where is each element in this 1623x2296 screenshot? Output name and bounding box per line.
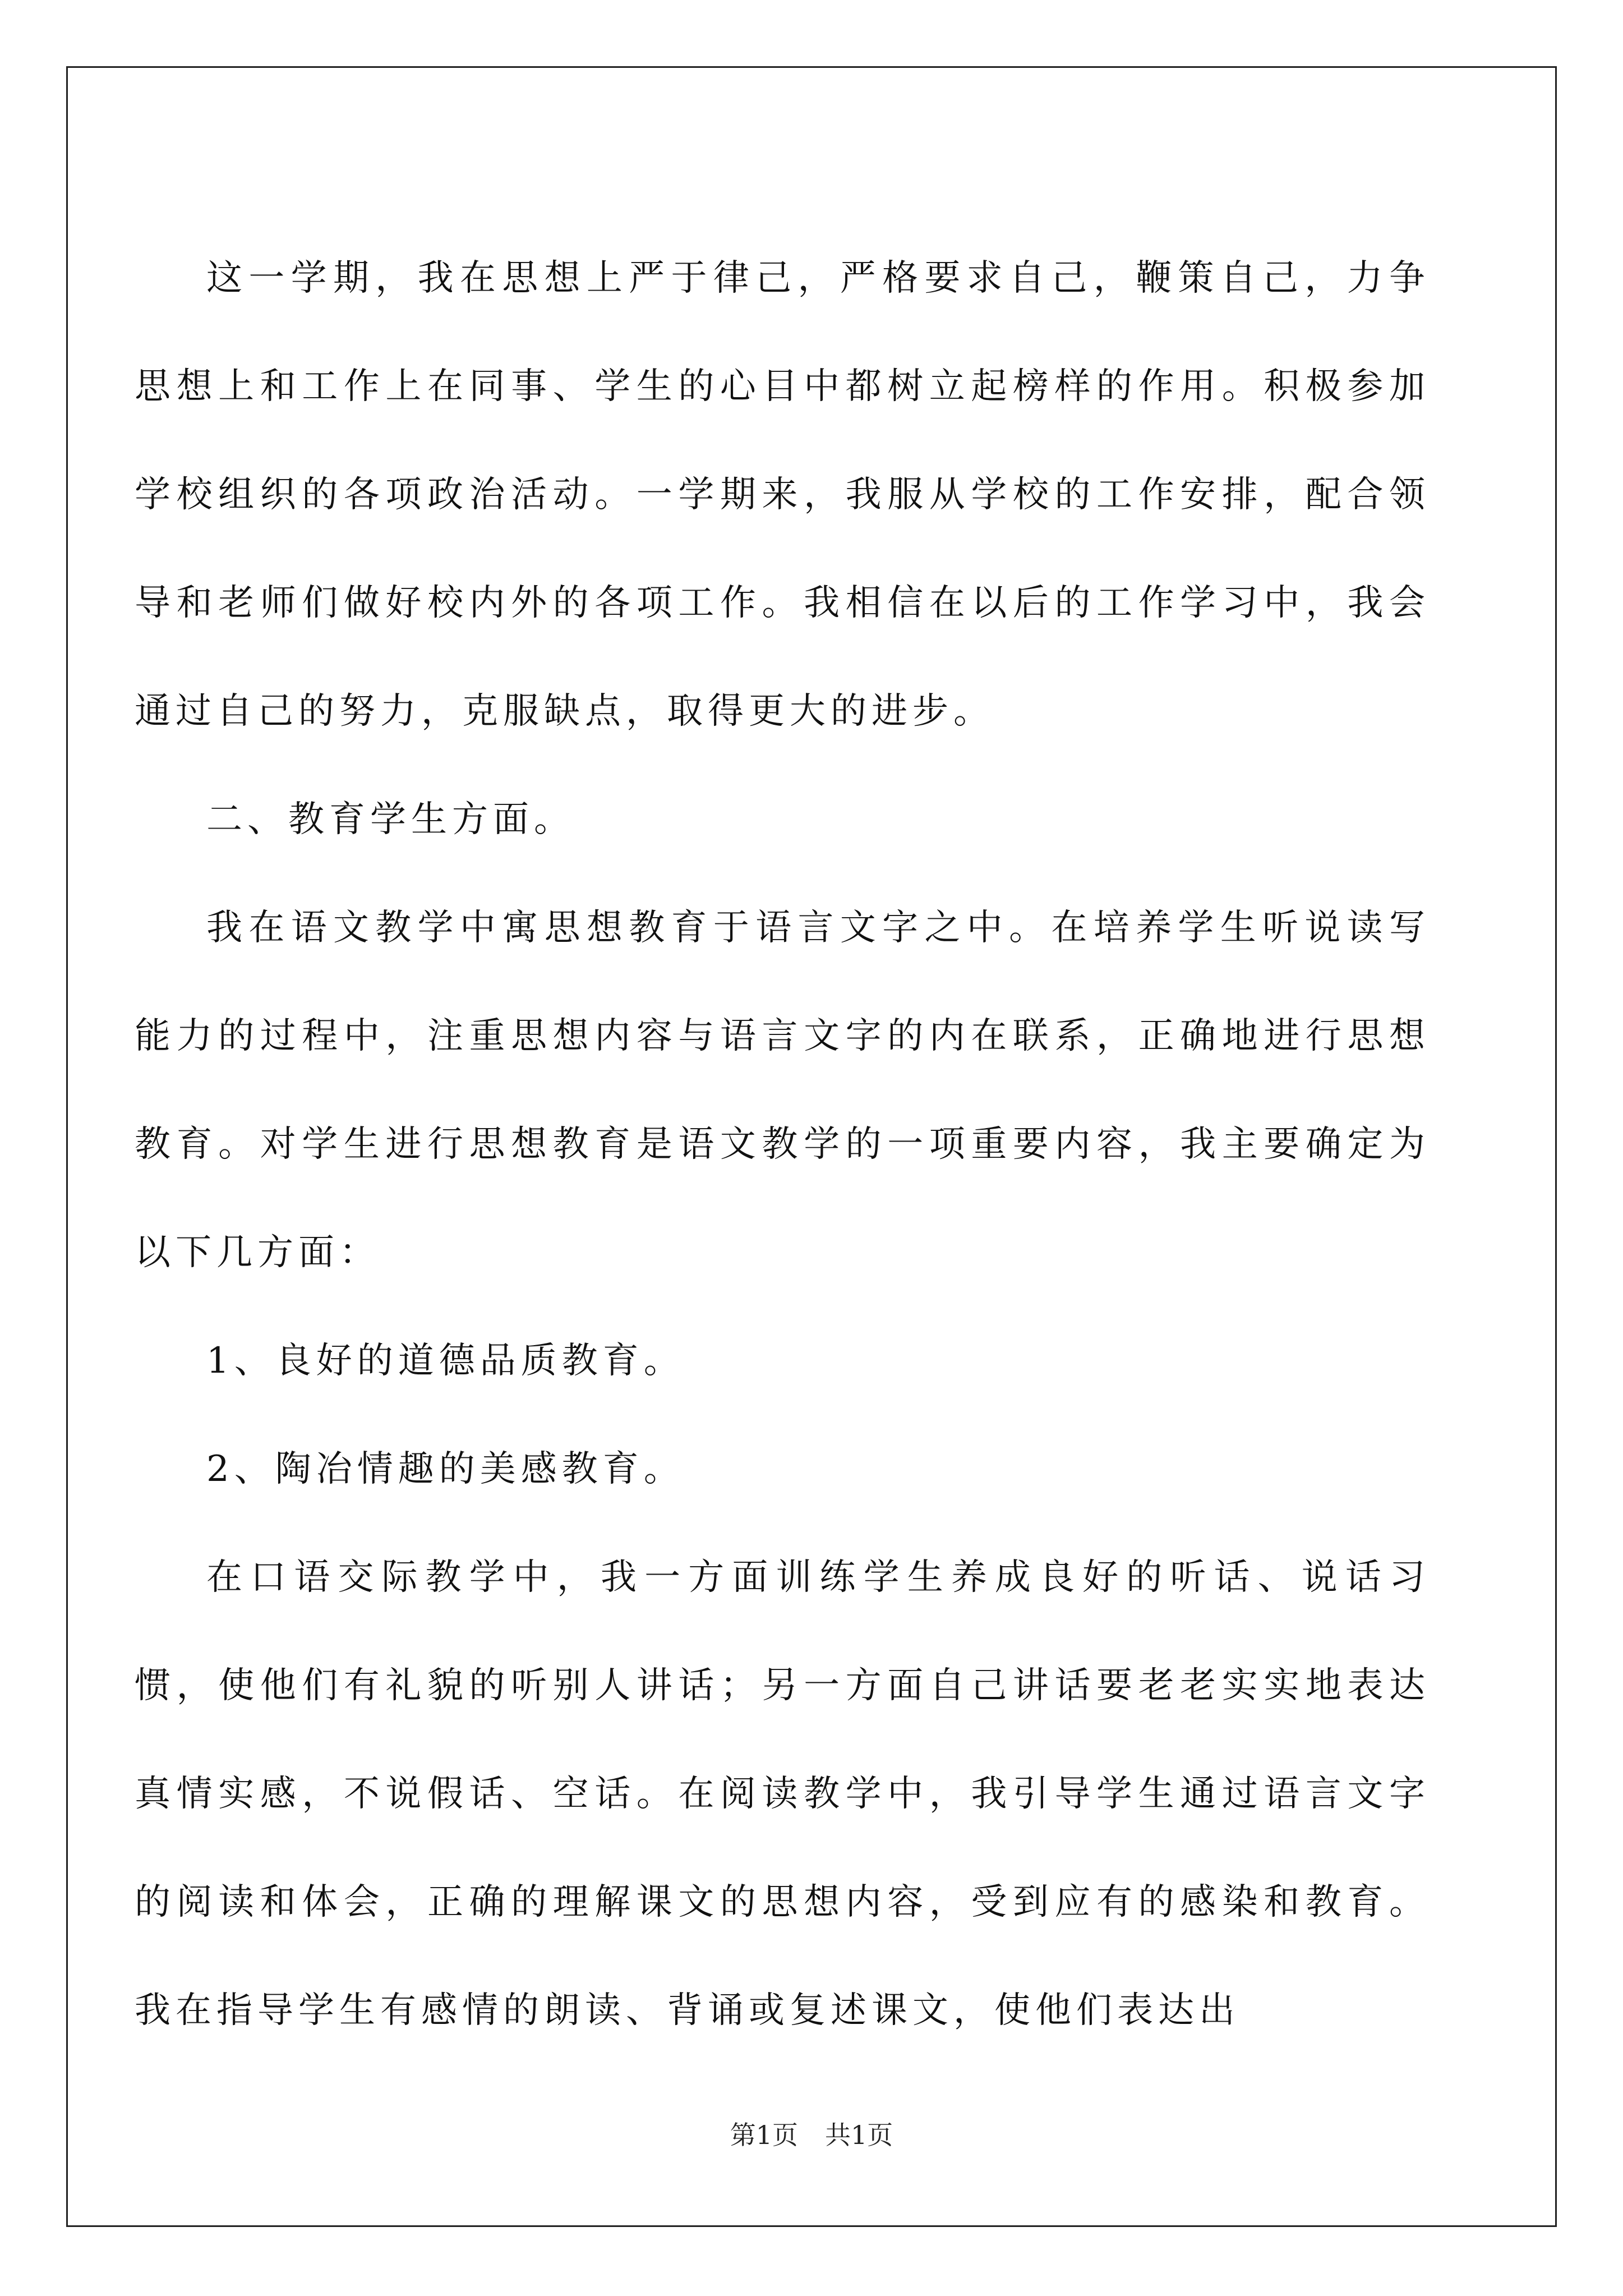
paragraph-1: 这一学期，我在思想上严于律己，严格要求自己，鞭策自己，力争思想上和工作上在同事、学生的心目中都树立起榜样的作用。积极参加学校组织的各项政治活动。一学期来，我服从学校的工作安排，配合领导和老师们做好校内外的各项工作。我相信在以后的工作学习中，我会通过自己的努力，克服缺点，取得更大的进步。 <box>135 257 1430 732</box>
document-body <box>135 224 1430 2065</box>
page-number-current: 第1页 <box>730 2120 798 2150</box>
paragraph-5-list-item: 2、陶冶情趣的美感教育。 <box>206 1448 685 1490</box>
paragraph-6: 在口语交际教学中，我一方面训练学生养成良好的听话、说话习惯，使他们有礼貌的听别人讲话；另一方面自己讲话要老老实实地表达真情实感，不说假话、空话。在阅读教学中，我引导学生通过语言文字的阅读和体会，正确的理解课文的思想内容，受到应有的感染和教育。我在指导学生有感情的朗读、背诵或复述课文，使他们表达出 <box>135 1557 1430 2031</box>
page-number-total: 共1页 <box>825 2120 893 2150</box>
paragraph-3: 我在语文教学中寓思想教育于语言文字之中。在培养学生听说读写能力的过程中，注重思想内容与语言文字的内在联系，正确地进行思想教育。对学生进行思想教育是语文教学的一项重要内容，我主要确定为以下几方面： <box>135 907 1430 1273</box>
page-footer <box>0 2115 1623 2152</box>
paragraph-2-heading: 二、教育学生方面。 <box>206 799 575 840</box>
paragraph-4-list-item: 1、良好的道德品质教育。 <box>206 1340 685 1382</box>
